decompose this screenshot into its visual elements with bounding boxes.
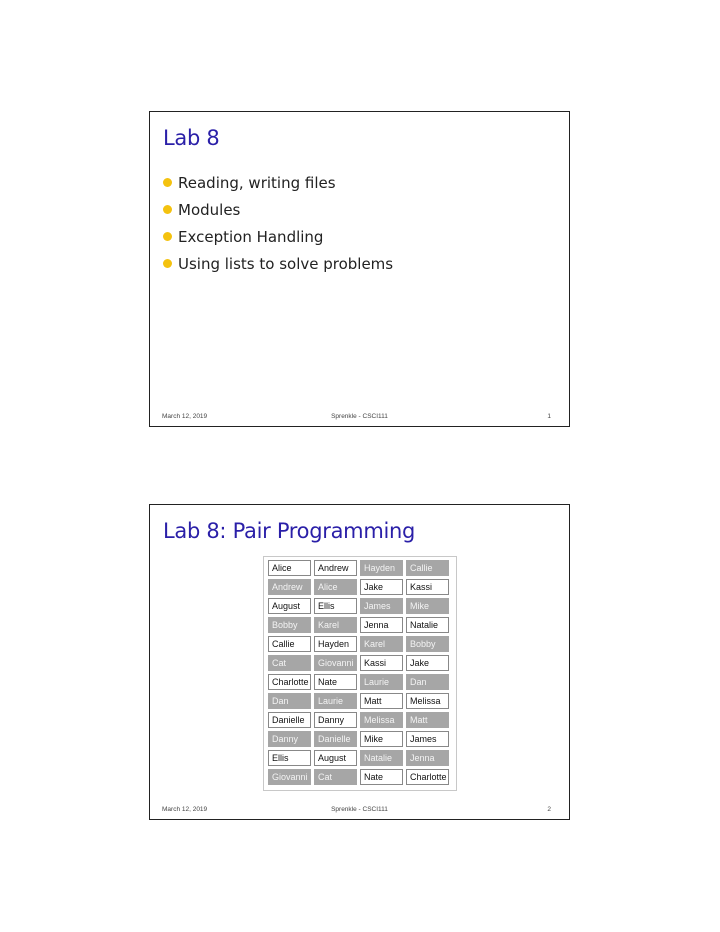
table-row — [268, 579, 454, 595]
table-cell: Hayden — [314, 636, 357, 652]
table-cell: Nate — [314, 674, 357, 690]
table-cell: Ellis — [314, 598, 357, 614]
table-cell: Danny — [268, 731, 311, 747]
table-cell: Jake — [360, 579, 403, 595]
table-cell: Ellis — [268, 750, 311, 766]
table-cell: Kassi — [360, 655, 403, 671]
footer-date: March 12, 2019 — [162, 806, 208, 813]
table-cell: Melissa — [360, 712, 403, 728]
table-cell: Laurie — [314, 693, 357, 709]
table-cell: Mike — [406, 598, 449, 614]
table-cell: Matt — [406, 712, 449, 728]
table-cell: Danielle — [314, 731, 357, 747]
table-row — [268, 731, 454, 747]
bullet-item — [163, 169, 393, 196]
table-cell: Jenna — [406, 750, 449, 766]
footer-date: March 12, 2019 — [162, 413, 208, 420]
table-cell: Alice — [314, 579, 357, 595]
footer-course: Sprenkle - CSCI111 — [331, 806, 388, 813]
table-row — [268, 598, 454, 614]
bullet-dot-icon — [163, 232, 172, 241]
table-row — [268, 674, 454, 690]
table-cell: Callie — [268, 636, 311, 652]
table-row — [268, 655, 454, 671]
table-cell: Karel — [360, 636, 403, 652]
slide-2 — [149, 504, 570, 820]
slide-title: Lab 8: Pair Programming — [163, 519, 416, 543]
footer-course: Sprenkle - CSCI111 — [331, 413, 388, 420]
bullet-dot-icon — [163, 178, 172, 187]
footer-page-number: 1 — [547, 413, 551, 420]
table-cell: Giovanni — [314, 655, 357, 671]
table-cell: Karel — [314, 617, 357, 633]
table-row — [268, 750, 454, 766]
table-cell: Dan — [406, 674, 449, 690]
table-row — [268, 693, 454, 709]
table-cell: Nate — [360, 769, 403, 785]
table-cell: Kassi — [406, 579, 449, 595]
table-cell: August — [314, 750, 357, 766]
table-cell: Mike — [360, 731, 403, 747]
table-cell: Dan — [268, 693, 311, 709]
table-cell: Jenna — [360, 617, 403, 633]
table-cell: Melissa — [406, 693, 449, 709]
bullet-text: Reading, writing files — [178, 173, 336, 192]
table-cell: Callie — [406, 560, 449, 576]
bullet-item — [163, 250, 393, 277]
table-cell: August — [268, 598, 311, 614]
bullet-item — [163, 223, 393, 250]
table-cell: Alice — [268, 560, 311, 576]
table-row — [268, 617, 454, 633]
slide-1 — [149, 111, 570, 427]
bullet-list — [163, 169, 393, 277]
footer-page-number: 2 — [547, 806, 551, 813]
table-cell: Andrew — [268, 579, 311, 595]
table-cell: Cat — [268, 655, 311, 671]
bullet-dot-icon — [163, 205, 172, 214]
bullet-item — [163, 196, 393, 223]
table-cell: Natalie — [406, 617, 449, 633]
table-cell: Matt — [360, 693, 403, 709]
table-cell: Charlotte — [268, 674, 311, 690]
table-cell: Giovanni — [268, 769, 311, 785]
table-cell: Charlotte — [406, 769, 449, 785]
bullet-text: Exception Handling — [178, 227, 324, 246]
table-row — [268, 636, 454, 652]
table-cell: Danielle — [268, 712, 311, 728]
table-row — [268, 769, 454, 785]
table-cell: Natalie — [360, 750, 403, 766]
bullet-dot-icon — [163, 259, 172, 268]
table-cell: Jake — [406, 655, 449, 671]
table-cell: Cat — [314, 769, 357, 785]
table-cell: Hayden — [360, 560, 403, 576]
table-cell: Bobby — [406, 636, 449, 652]
table-row — [268, 712, 454, 728]
table-cell: James — [360, 598, 403, 614]
table-cell: James — [406, 731, 449, 747]
table-cell: Laurie — [360, 674, 403, 690]
pair-table — [263, 556, 457, 791]
table-cell: Danny — [314, 712, 357, 728]
table-cell: Andrew — [314, 560, 357, 576]
slide-title: Lab 8 — [163, 126, 220, 150]
table-row — [268, 560, 454, 576]
table-cell: Bobby — [268, 617, 311, 633]
bullet-text: Modules — [178, 200, 241, 219]
bullet-text: Using lists to solve problems — [178, 254, 394, 273]
